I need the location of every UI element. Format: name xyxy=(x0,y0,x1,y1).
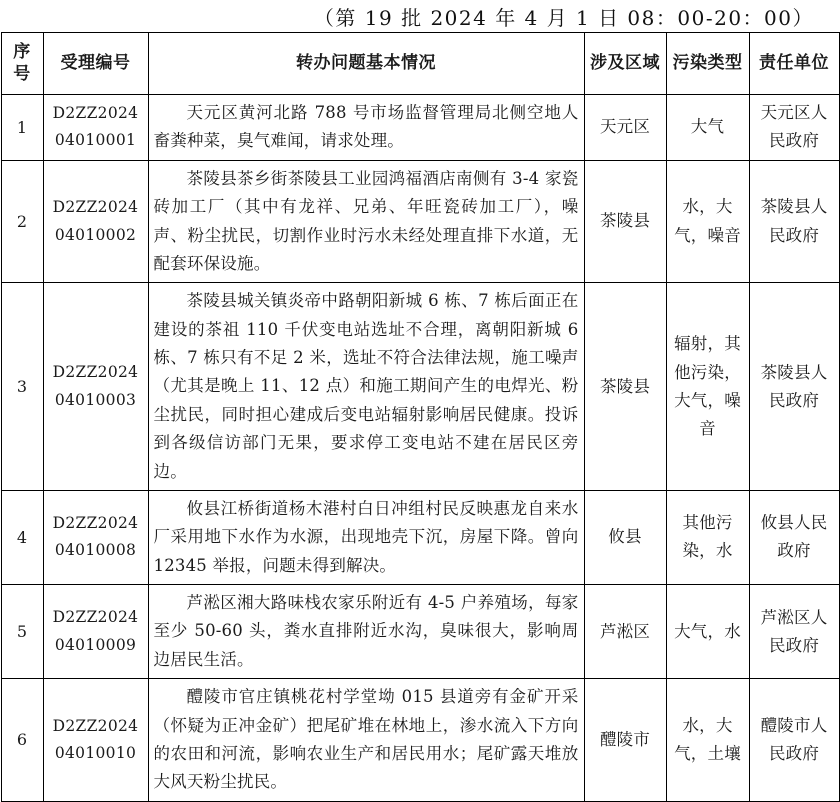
cell-code-line-2: 04010009 xyxy=(54,635,137,654)
header-unit: 责任单位 xyxy=(749,33,839,95)
table-row xyxy=(1,95,839,161)
cell-pollution-type: 大气 xyxy=(666,95,749,161)
header-desc: 转办问题基本情况 xyxy=(148,33,584,95)
cell-responsible-unit: 茶陵县人民政府 xyxy=(749,283,839,491)
cell-description: 天元区黄河北路 788 号市场监督管理局北侧空地人畜粪种菜，臭气难闻，请求处理。 xyxy=(148,95,584,161)
cell-responsible-unit: 攸县人民政府 xyxy=(749,490,839,584)
table-row xyxy=(1,160,839,283)
cell-code-line-2: 04010010 xyxy=(54,743,137,762)
cell-region: 茶陵县 xyxy=(584,160,666,283)
document-title-bar xyxy=(0,0,840,32)
cell-region: 醴陵市 xyxy=(584,679,666,802)
cell-responsible-unit: 芦淞区人民政府 xyxy=(749,585,839,679)
cell-responsible-unit: 天元区人民政府 xyxy=(749,95,839,161)
cell-pollution-type: 水，大气，土壤 xyxy=(666,679,749,802)
table-row xyxy=(1,283,839,491)
cell-code-line-2: 04010003 xyxy=(54,390,137,409)
cell-description: 醴陵市官庄镇桃花村学堂坳 015 县道旁有金矿开采（怀疑为正冲金矿）把尾矿堆在林地上，渗水流入下方向的农田和河流，影响农业生产和居民用水；尾矿露天堆放大风天粉尘扰民。 xyxy=(148,679,584,802)
complaint-table xyxy=(1,32,840,802)
cell-responsible-unit: 醴陵市人民政府 xyxy=(749,679,839,802)
cell-description: 茶陵县城关镇炎帝中路朝阳新城 6 栋、7 栋后面正在建设的茶祖 110 千伏变电站选址不合理，离朝阳新城 6 栋、7 栋只有不足 2 米，选址不符合法律法规，施工噪声（尤其是晚上 11、12 点）和施工期间产生的电焊光、粉尘扰民，同时担心建成后变电站辐射影响居民健康。投诉到各级信访部门无果，要求停工变电站不建在居民区旁边。 xyxy=(148,283,584,491)
cell-code-line-1: D2ZZ2024 xyxy=(52,716,139,735)
cell-description: 芦淞区湘大路味栈农家乐附近有 4-5 户养殖场，每家至少 50-60 头，粪水直排附近水沟，臭味很大，影响周边居民生活。 xyxy=(148,585,584,679)
cell-seq: 6 xyxy=(1,679,43,802)
cell-code-line-2: 04010008 xyxy=(54,541,137,560)
cell-seq: 1 xyxy=(1,95,43,161)
cell-seq: 4 xyxy=(1,490,43,584)
cell-pollution-type: 其他污染，水 xyxy=(666,490,749,584)
header-region: 涉及区域 xyxy=(584,33,666,95)
cell-pollution-type: 水，大气，噪音 xyxy=(666,160,749,283)
table-row xyxy=(1,490,839,584)
cell-code-line-1: D2ZZ2024 xyxy=(52,514,139,533)
header-seq: 序号 xyxy=(1,33,43,95)
cell-region: 天元区 xyxy=(584,95,666,161)
cell-code-line-1: D2ZZ2024 xyxy=(52,198,139,217)
table-body xyxy=(1,95,839,802)
cell-code-line-1: D2ZZ2024 xyxy=(52,104,139,123)
cell-code xyxy=(43,160,148,283)
table-header-row xyxy=(1,33,839,95)
page-title: （第 19 批 2024 年 4 月 1 日 08：00-20：00） xyxy=(313,5,814,30)
cell-seq: 3 xyxy=(1,283,43,491)
table-row xyxy=(1,679,839,802)
cell-code xyxy=(43,95,148,161)
cell-code-line-1: D2ZZ2024 xyxy=(52,363,139,382)
cell-code-line-1: D2ZZ2024 xyxy=(52,608,139,627)
cell-code-line-2: 04010001 xyxy=(54,131,137,150)
header-type: 污染类型 xyxy=(666,33,749,95)
cell-code xyxy=(43,585,148,679)
cell-description: 茶陵县茶乡街茶陵县工业园鸿福酒店南侧有 3-4 家瓷砖加工厂（其中有龙祥、兄弟、年旺瓷砖加工厂），噪声、粉尘扰民，切割作业时污水未经处理直排下水道，无配套环保设施。 xyxy=(148,160,584,283)
cell-pollution-type: 大气，水 xyxy=(666,585,749,679)
cell-code xyxy=(43,490,148,584)
header-code: 受理编号 xyxy=(43,33,148,95)
cell-responsible-unit: 茶陵县人民政府 xyxy=(749,160,839,283)
cell-region: 茶陵县 xyxy=(584,283,666,491)
cell-region: 攸县 xyxy=(584,490,666,584)
table-row xyxy=(1,585,839,679)
cell-code xyxy=(43,283,148,491)
cell-code-line-2: 04010002 xyxy=(54,225,137,244)
cell-description: 攸县江桥街道杨木港村白日冲组村民反映惠龙自来水厂采用地下水作为水源，出现地壳下沉，房屋下降。曾向 12345 举报，问题未得到解决。 xyxy=(148,490,584,584)
cell-region: 芦淞区 xyxy=(584,585,666,679)
cell-seq: 5 xyxy=(1,585,43,679)
cell-seq: 2 xyxy=(1,160,43,283)
cell-code xyxy=(43,679,148,802)
cell-pollution-type: 辐射，其他污染，大气，噪音 xyxy=(666,283,749,491)
